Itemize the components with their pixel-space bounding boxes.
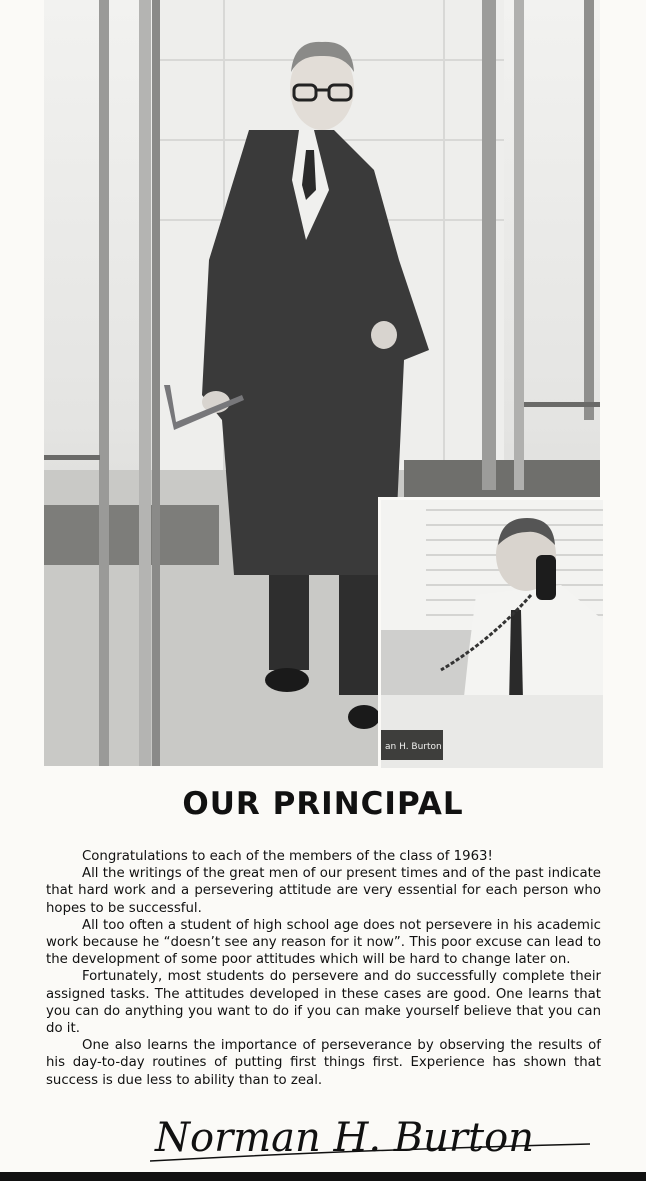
letter-paragraph: All too often a student of high school age does not persevere in his academic work because he “doesn’t see any reason for it now”. This poor excuse can lead to the development of some poor attitudes which will be hard to change later on. (46, 917, 601, 968)
desk-photo-illustration (381, 500, 603, 768)
letter-paragraph: Fortunately, most students do persevere and do successfully complete their assigned tasks. The attitudes developed in these cases are good. One learns that you can do anything you want to do if you can make yourself believe that you can do it. (46, 969, 601, 1037)
page-title: OUR PRINCIPAL (182, 786, 464, 822)
signature-text: Norman H. Burton (155, 1115, 534, 1161)
letter-paragraph: One also learns the importance of perseverance by observing the results of his day-to-day routines of putting first things first. Experience has shown that success is due less to ability than to zeal. (46, 1038, 601, 1088)
letter-paragraph: Congratulations to each of the members of the class of 1963! (82, 849, 493, 864)
desk-nameplate: an H. Burton (385, 742, 442, 752)
principal-letter (46, 848, 601, 1089)
principal-desk-photo (378, 497, 606, 771)
handwritten-signature (150, 1106, 610, 1166)
page-bottom-edge (0, 1172, 646, 1181)
letter-paragraph: All the writings of the great men of our present times and of the past indicate that hard work and a persevering attitude are very essential for each person who hopes to be successful. (46, 866, 601, 916)
